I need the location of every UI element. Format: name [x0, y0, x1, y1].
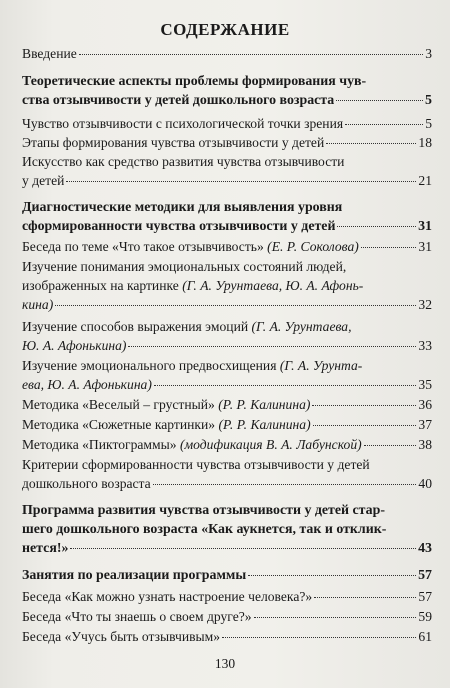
- toc-page-number: 61: [418, 629, 432, 644]
- toc-entry-introduction[interactable]: [22, 44, 432, 63]
- page-number: 130: [214, 656, 236, 671]
- leader-dots: [128, 346, 416, 347]
- toc-entry-text-line: Искусство как средство развития чувства отзывчивости: [22, 154, 345, 169]
- toc-entry-author: ева, Ю. А. Афонькина): [22, 377, 152, 392]
- toc-section-diagnostics[interactable]: [22, 198, 432, 236]
- toc-entry-happy-sad[interactable]: [22, 395, 432, 414]
- toc-section-theory[interactable]: [22, 72, 432, 110]
- toc-entry-text: Беседа «Как можно узнать настроение человека?»: [22, 589, 313, 604]
- toc-entry-author: (Г. А. Урунтаева, Ю. А. Афонь-: [182, 278, 364, 293]
- toc-entry-friend[interactable]: [22, 607, 432, 626]
- toc-entry-art[interactable]: [22, 152, 432, 190]
- leader-dots: [248, 575, 416, 576]
- leader-dots: [336, 100, 423, 101]
- toc-entry-responsive[interactable]: [22, 627, 432, 646]
- toc-entry-text: дошкольного возраста: [22, 476, 151, 491]
- toc-entry-pictograms[interactable]: [22, 435, 432, 454]
- toc-entry-expression[interactable]: [22, 317, 432, 355]
- leader-dots: [70, 548, 416, 549]
- leader-dots: [312, 405, 416, 406]
- toc-page-number: 38: [418, 437, 432, 452]
- toc-entry-anticipation[interactable]: [22, 356, 432, 394]
- toc-page-number: 40: [418, 476, 432, 491]
- toc-page-number: 32: [418, 297, 432, 312]
- toc-page-number: 31: [418, 239, 432, 254]
- leader-dots: [55, 305, 416, 306]
- leader-dots: [313, 425, 417, 426]
- toc-page-number: 21: [418, 173, 432, 188]
- toc-entry-text-line: Теоретические аспекты проблемы формирования чув-: [22, 74, 367, 89]
- toc-entry-psychology[interactable]: [22, 114, 432, 133]
- toc-page-number: 57: [418, 589, 432, 604]
- toc-entry-author: (Г. А. Урунтаева,: [251, 319, 352, 334]
- toc-entry-text-line: Критерии сформированности чувства отзывчивости у детей: [22, 457, 370, 472]
- toc-entry-text-line: Диагностические методики для выявления уровня: [22, 200, 343, 215]
- toc-page-number: 35: [418, 377, 432, 392]
- toc-entry-text: сформированности чувства отзывчивости у детей: [22, 219, 336, 234]
- toc-entry-text: нется!»: [22, 541, 69, 556]
- toc-entry-author: (Е. Р. Соколова): [267, 239, 359, 254]
- leader-dots: [337, 226, 416, 227]
- toc-entry-text-line: изображенных на картинке: [22, 278, 183, 293]
- toc-entry-criteria[interactable]: [22, 455, 432, 493]
- toc-entry-author: Ю. А. Афонькина): [22, 338, 127, 353]
- toc-entry-author: (Г. А. Урунта-: [279, 358, 363, 373]
- toc-entry-text-line: шего дошкольного возраста «Как аукнется, так и отклик-: [22, 522, 387, 537]
- toc-page-number: 33: [418, 338, 432, 353]
- toc-page-number: 57: [418, 568, 432, 583]
- toc-page-number: 5: [425, 93, 432, 108]
- leader-dots: [153, 484, 417, 485]
- leader-dots: [254, 617, 417, 618]
- toc-page-number: 36: [418, 397, 432, 412]
- toc-entry-text-line: Изучение эмоционального предвосхищения: [22, 358, 280, 373]
- toc-entry-text: Беседа по теме «Что такое отзывчивость»: [22, 239, 268, 254]
- toc-page-number: 37: [418, 417, 432, 432]
- leader-dots: [314, 597, 416, 598]
- toc-entry-emotional-states[interactable]: [22, 257, 432, 314]
- leader-dots: [345, 124, 423, 125]
- leader-dots: [222, 637, 416, 638]
- toc-page-number: 31: [418, 219, 432, 234]
- leader-dots: [66, 181, 416, 182]
- toc-entry-mood[interactable]: [22, 587, 432, 606]
- page-title: СОДЕРЖАНИЕ: [160, 20, 290, 39]
- toc-entry-text: у детей: [22, 173, 65, 188]
- toc-entry-author: (Р. Р. Калинина): [218, 417, 311, 432]
- toc-entry-conversation[interactable]: [22, 237, 432, 256]
- toc-section-lessons[interactable]: [22, 566, 432, 585]
- leader-dots: [154, 385, 417, 386]
- toc-entry-text: Чувство отзывчивости с психологической точки зрения: [22, 116, 344, 131]
- toc-entry-plot-pictures[interactable]: [22, 415, 432, 434]
- toc-entry-text: Беседа «Учусь быть отзывчивым»: [22, 629, 221, 644]
- toc-page-number: 5: [425, 116, 432, 131]
- toc-entry-text: Беседа «Что ты знаешь о своем друге?»: [22, 609, 252, 624]
- toc-entry-text: Занятия по реализации программы: [22, 568, 247, 583]
- leader-dots: [79, 54, 423, 55]
- leader-dots: [361, 247, 417, 248]
- toc-entry-author: (Р. Р. Калинина): [218, 397, 311, 412]
- toc-entry-author: (модификация В. А. Лабунской): [179, 437, 362, 452]
- toc-page-number: 3: [425, 46, 432, 61]
- leader-dots: [364, 445, 417, 446]
- toc-entry-text-line: Изучение понимания эмоциональных состояний людей,: [22, 259, 347, 274]
- toc-entry-author: кина): [22, 297, 54, 312]
- toc-entry-text-line: Изучение способов выражения эмоций: [22, 319, 252, 334]
- toc-entry-text: Методика «Веселый – грустный»: [22, 397, 219, 412]
- toc-entry-text: Этапы формирования чувства отзывчивости у детей: [22, 135, 325, 150]
- toc-page-number: 18: [418, 135, 432, 150]
- leader-dots: [326, 143, 416, 144]
- toc-entry-text-line: Программа развития чувства отзывчивости у детей стар-: [22, 503, 385, 518]
- toc-entry-stages[interactable]: [22, 133, 432, 152]
- toc-page-number: 59: [418, 609, 432, 624]
- toc-entry-text: Методика «Сюжетные картинки»: [22, 417, 219, 432]
- toc-entry-text: Введение: [22, 46, 77, 61]
- toc-section-program[interactable]: [22, 501, 432, 558]
- toc-entry-text: Методика «Пиктограммы»: [22, 437, 180, 452]
- toc-page-number: 43: [418, 541, 432, 556]
- toc-entry-text: ства отзывчивости у детей дошкольного возраста: [22, 93, 335, 108]
